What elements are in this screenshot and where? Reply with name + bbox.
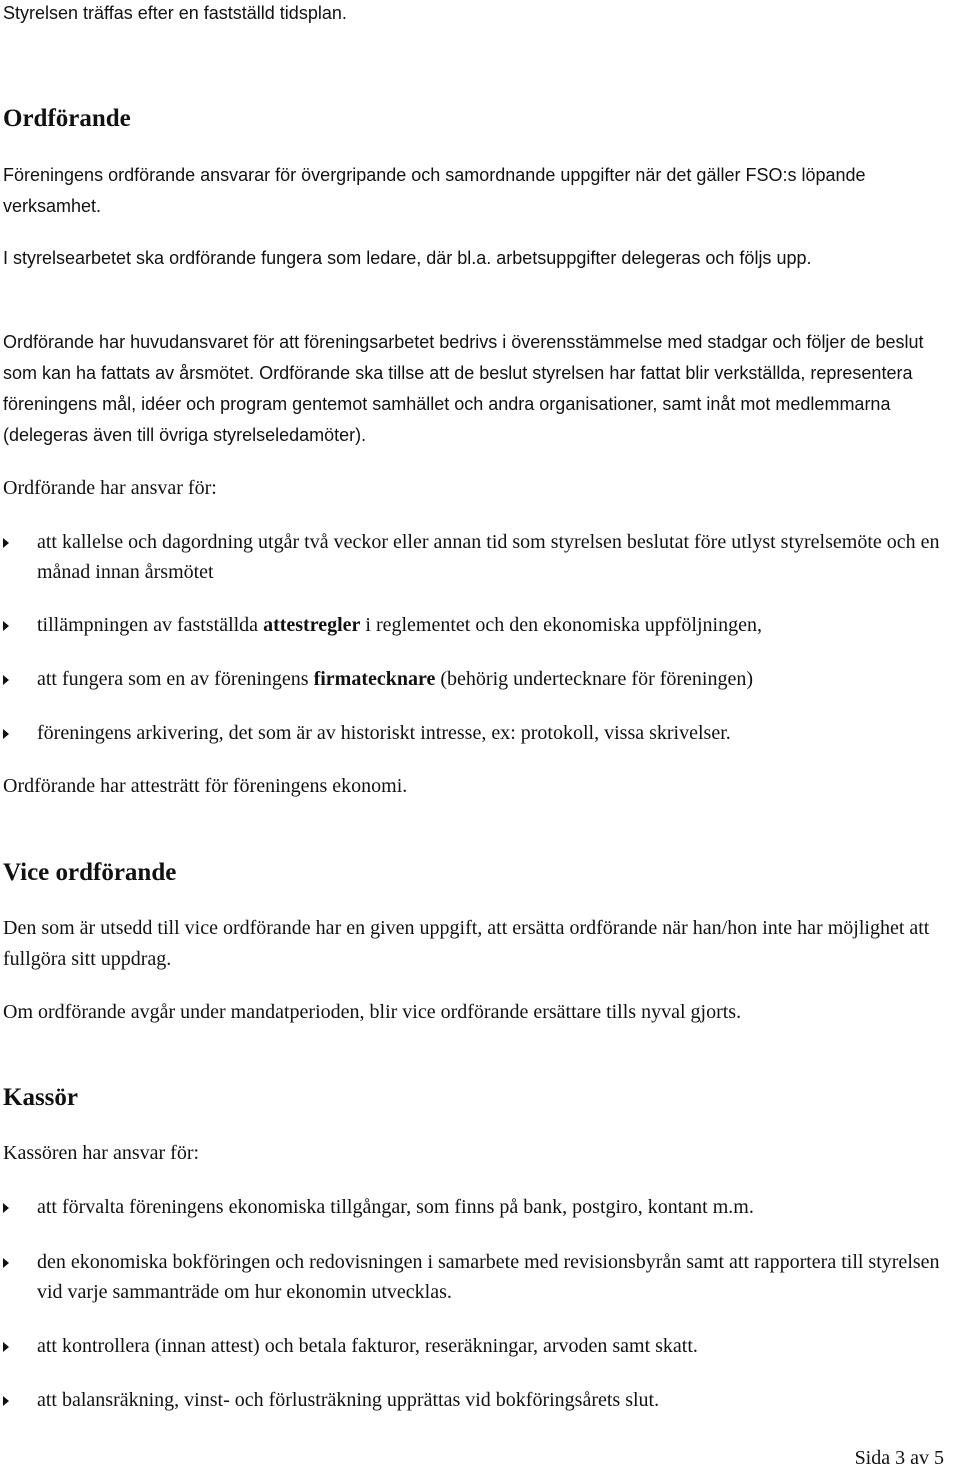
ordforande-responsible-intro: Ordförande har ansvar för: bbox=[3, 477, 217, 499]
triangle-bullet-icon bbox=[3, 1258, 9, 1268]
attestregler-bold: attestregler bbox=[263, 614, 361, 636]
ordforande-paragraph-3 bbox=[3, 327, 953, 451]
triangle-bullet-icon bbox=[3, 538, 9, 548]
firmatecknare-bold: firmatecknare bbox=[313, 668, 436, 690]
list-item-text: att kontrollera (innan attest) och betala fakturor, reseräkningar, arvoden samt skatt. bbox=[37, 1335, 698, 1357]
ordforande-paragraph-3a: Ordförande har huvudansvaret för att föreningsarbetet bedrivs i överensstämmelse med stadgar och följer de beslut som kan ha fattats av årsmötet. bbox=[3, 332, 924, 383]
list-item-text: att kallelse och dagordning utgår två veckor eller annan tid som styrelsen beslutat före utlyst styrelsemöte och en månad innan årsmötet bbox=[37, 531, 940, 583]
heading-kassor: Kassör bbox=[3, 1084, 78, 1111]
list-item-text: tillämpningen av fastställda attestregler i reglementet och den ekonomiska uppföljningen, bbox=[37, 614, 762, 636]
triangle-bullet-icon bbox=[3, 729, 9, 739]
page-number: Sida 3 av 5 bbox=[854, 1447, 944, 1469]
schedule-text: Styrelsen träffas efter en fastställd tidsplan. bbox=[3, 3, 347, 23]
ordforande-paragraph-1: Föreningens ordförande ansvarar för övergripande och samordnande uppgifter när det gäller FSO:s löpande verksamhet. bbox=[3, 165, 866, 216]
vice-paragraph-1: Den som är utsedd till vice ordförande har en given uppgift, att ersätta ordförande när han/hon inte har möjlighet att fullgöra sitt uppdrag. bbox=[3, 917, 930, 970]
ordforande-paragraph-3b: Ordförande ska tillse att de beslut styrelsen har fattat blir verkställda, representera föreningens mål, idéer och program gentemot samhället och andra organisationer, samt inåt mot medlemmarna (delegeras även till övriga styrelseledamöter). bbox=[3, 363, 913, 445]
list-item-text: att förvalta föreningens ekonomiska tillgångar, som finns på bank, postgiro, kontant m.m. bbox=[37, 1196, 754, 1218]
triangle-bullet-icon bbox=[3, 1396, 9, 1406]
heading-ordforande: Ordförande bbox=[3, 105, 131, 132]
vice-paragraph-2: Om ordförande avgår under mandatperioden, blir vice ordförande ersättare tills nyval gjorts. bbox=[3, 1001, 742, 1023]
triangle-bullet-icon bbox=[3, 621, 9, 631]
triangle-bullet-icon bbox=[3, 1203, 9, 1213]
kassor-intro: Kassören har ansvar för: bbox=[3, 1142, 200, 1164]
list-item-text: den ekonomiska bokföringen och redovisningen i samarbete med revisionsbyrån samt att rapportera till styrelsen vid varje sammanträde om hur ekonomin utvecklas. bbox=[37, 1251, 940, 1303]
ordforande-attest-text: Ordförande har attesträtt för föreningens ekonomi. bbox=[3, 775, 408, 797]
triangle-bullet-icon bbox=[3, 1342, 9, 1352]
heading-vice-ordforande: Vice ordförande bbox=[3, 859, 177, 886]
list-item-text: föreningens arkivering, det som är av historiskt intresse, ex: protokoll, vissa skrivelser. bbox=[37, 722, 731, 744]
list-item-text: att balansräkning, vinst- och förlusträkning upprättas vid bokföringsårets slut. bbox=[37, 1389, 660, 1411]
triangle-bullet-icon bbox=[3, 675, 9, 685]
ordforande-paragraph-2: I styrelsearbetet ska ordförande fungera som ledare, där bl.a. arbetsuppgifter delegeras och följs upp. bbox=[3, 248, 812, 268]
list-item-text: att fungera som en av föreningens firmatecknare (behörig undertecknare för föreningen) bbox=[37, 668, 754, 690]
